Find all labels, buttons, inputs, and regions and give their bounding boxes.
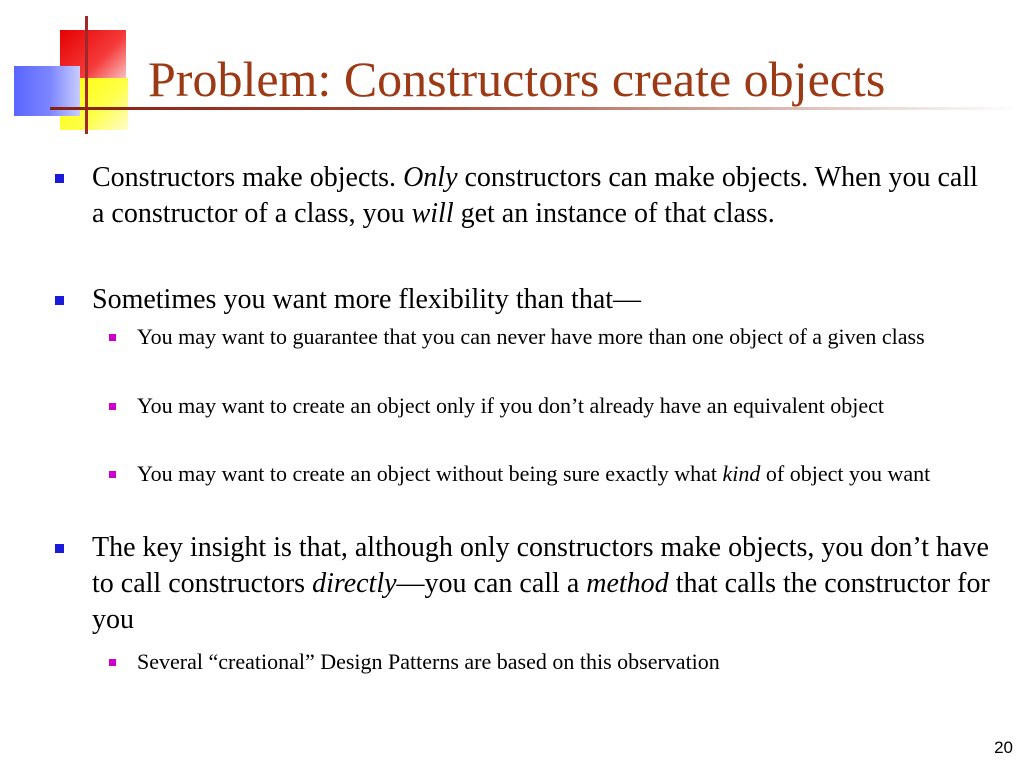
bullet-square-icon	[55, 296, 64, 305]
text-run: that calls the constructor for you	[92, 568, 990, 635]
text-run: You may want to create an object only if you don’t already have an equivalent object	[137, 393, 884, 418]
page-number: 20	[994, 738, 1013, 757]
emphasis-text: directly	[312, 568, 397, 599]
bullet-square-icon	[55, 174, 64, 183]
bullet-text	[92, 282, 997, 318]
decor-vertical-line	[85, 16, 88, 134]
emphasis-text: Only	[403, 162, 458, 193]
text-run: of object you want	[760, 461, 931, 486]
sub-bullet-text	[137, 391, 999, 420]
bullet-text	[92, 160, 997, 232]
text-run: You may want to guarantee that you can never have more than one object of a given class	[137, 324, 925, 349]
emphasis-text: kind	[722, 461, 761, 486]
sub-bullet-text	[137, 322, 999, 351]
text-run: Sometimes you want more flexibility than that—	[92, 284, 642, 315]
text-run: —you can call a	[396, 568, 587, 599]
sub-bullet-square-icon	[109, 334, 116, 341]
sub-bullet-square-icon	[109, 471, 116, 478]
emphasis-text: method	[586, 568, 669, 599]
emphasis-text: will	[411, 198, 454, 229]
text-run: You may want to create an object without being sure exactly what	[137, 461, 723, 486]
text-run: constructors can make objects. When you call a constructor of a class, you	[92, 162, 978, 229]
bullet-text	[92, 530, 997, 638]
text-run: Constructors make objects.	[92, 162, 404, 193]
sub-bullet-square-icon	[109, 403, 116, 410]
slide-title: Problem: Constructors create objects	[148, 51, 886, 107]
text-run: get an instance of that class.	[453, 198, 775, 229]
bullet-square-icon	[55, 544, 64, 553]
sub-bullet-text	[137, 459, 999, 488]
text-run: The key insight is that, although only constructors make objects, you don’t have to call constructors	[92, 532, 989, 599]
text-run: Several “creational” Design Patterns are based on this observation	[137, 649, 720, 674]
sub-bullet-text	[137, 647, 999, 676]
sub-bullet-square-icon	[109, 659, 116, 666]
